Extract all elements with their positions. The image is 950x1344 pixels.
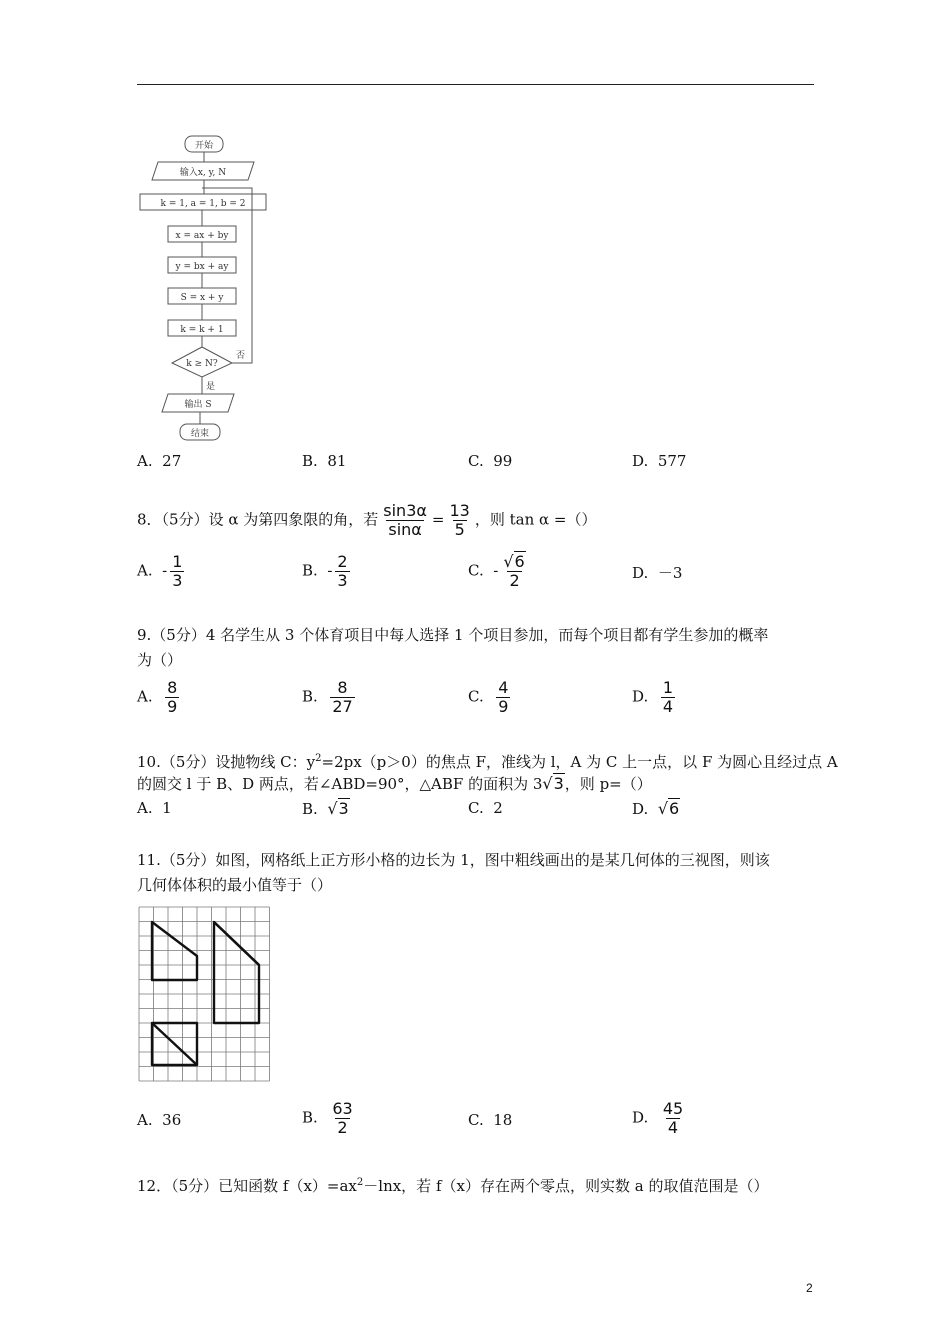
fc-input-text: 输入x, y, N — [179, 168, 227, 178]
q10-stem-line1: 10.（5分）设抛物线 C：$y^2=2px(p>0)$的焦点 F，准线为 l，A 为 C 上一点，以 F 为圆心且经过点 A — [137, 753, 838, 771]
fc-no-label: 否 — [236, 351, 246, 361]
q10-option-b: B. √3 — [302, 799, 349, 818]
q8-option-b: B. - $\frac{2}{3}$ — [302, 552, 348, 590]
q11-option-a: A. 36 — [137, 1111, 182, 1129]
q8-option-a: A. - $\frac{1}{3}$ — [137, 552, 183, 590]
q11-option-d: D. $\frac{45}{4}$ — [632, 1099, 684, 1137]
q9-option-a: A. $\frac{8}{9}$ — [137, 678, 178, 716]
q8-stem: 8．（5分）设 α 为第四象限的角，若 $\frac{\sin 3\alpha}{\sin\alpha}$ = $\frac{13}{5}$ ，则 tan α =（） — [137, 501, 597, 539]
fc-step2-text: y = bx + ay — [175, 262, 229, 272]
q10-option-c: C. 2 — [468, 799, 503, 817]
q9-option-c: C. $\frac{4}{9}$ — [468, 678, 509, 716]
q9-stem-line2: 为（） — [137, 651, 183, 669]
fc-step4-text: k = k + 1 — [180, 325, 224, 335]
q11-option-c: C. 18 — [468, 1111, 513, 1129]
fc-start-text: 开始 — [194, 141, 214, 151]
fc-cond-text: k ≥ N? — [186, 359, 218, 369]
q10-option-d: D. √6 — [632, 799, 680, 818]
q11-option-b: B. $\frac{63}{2}$ — [302, 1099, 353, 1137]
flowchart-figure — [136, 132, 276, 444]
q12-stem: 12．（5分）已知函数 $f(x)=ax^2-\ln x$，若 f（x）存在两个零点，则实数 a 的取值范围是（） — [137, 1177, 769, 1195]
page-number: 2 — [806, 1281, 813, 1295]
side-view-shape — [214, 922, 259, 1023]
fc-step1-text: x = ax + by — [175, 231, 229, 241]
fc-output-text: 输出 S — [184, 400, 212, 410]
q8-option-c: C. - $\frac{√6}{2}$ — [468, 552, 525, 590]
q11-stem-line1: 11.（5分）如图，网格纸上正方形小格的边长为 1，图中粗线画出的是某几何体的三视图，则该 — [137, 851, 770, 869]
fc-init-text: k = 1, a = 1, b = 2 — [160, 199, 246, 209]
q7-option-b: B. 81 — [302, 452, 347, 470]
three-view-grid-figure — [138, 906, 276, 1086]
header-rule — [137, 84, 814, 85]
q11-stem-line2: 几何体体积的最小值等于（） — [137, 876, 333, 894]
q9-option-b: B. $\frac{8}{27}$ — [302, 678, 353, 716]
fc-step3-text: S = x + y — [180, 293, 224, 303]
q8-option-d: D. －3 — [632, 564, 683, 582]
q7-option-d: D. 577 — [632, 452, 687, 470]
fc-yes-label: 是 — [206, 382, 216, 392]
q9-option-d: D. $\frac{1}{4}$ — [632, 678, 673, 716]
q7-option-a: A. 27 — [137, 452, 182, 470]
q10-option-a: A. 1 — [137, 799, 172, 817]
fc-end-text: 结束 — [190, 429, 210, 439]
q9-stem-line1: 9.（5分）4 名学生从 3 个体育项目中每人选择 1 个项目参加，而每个项目都有学生参加的概率 — [137, 626, 769, 644]
q10-stem-line2: 的圆交 l 于 B、D 两点，若∠ABD=90°，△ABF 的面积为 3√3，则 p=（） — [137, 774, 652, 793]
front-view-shape — [152, 922, 197, 980]
q7-option-c: C. 99 — [468, 452, 513, 470]
